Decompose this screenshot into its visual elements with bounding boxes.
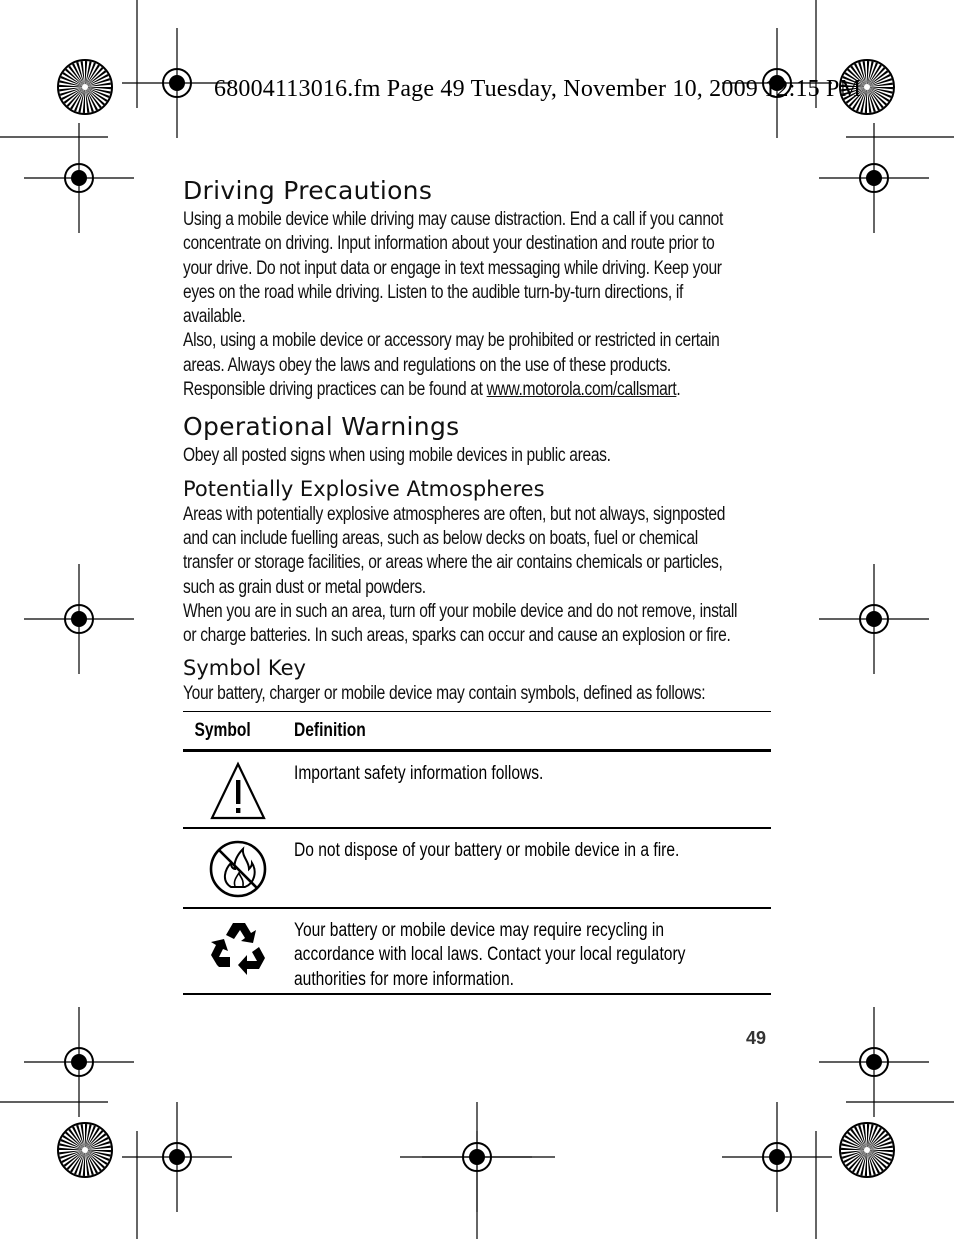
- text-line: and can include fuelling areas, such as below decks on boats, fuel or chemical: [183, 527, 698, 549]
- symbol-cell: [183, 908, 294, 994]
- explosive-paragraph: [183, 503, 773, 649]
- symbol-cell: [183, 828, 294, 908]
- table-row: [183, 828, 771, 908]
- text-line: Obey all posted signs when using mobile devices in public areas.: [183, 445, 611, 467]
- operational-paragraph: [183, 444, 773, 468]
- table-row: [183, 751, 771, 828]
- symbol-key-table: [183, 711, 771, 995]
- text-line: concentrate on driving. Input information about your destination and route prior to: [183, 233, 715, 255]
- table-row: [183, 908, 771, 994]
- text-line: or charge batteries. In such areas, sparks can occur and cause an explosion or fire.: [183, 625, 731, 647]
- text-line: Areas with potentially explosive atmospheres are often, but not always, signposted: [183, 503, 726, 525]
- page-content: [183, 174, 773, 707]
- text-line: authorities for more information.: [293, 968, 514, 990]
- text-line: When you are in such an area, turn off your mobile device and do not remove, install: [183, 600, 738, 622]
- text-line: areas. Always obey the laws and regulations on the use of these products.: [183, 354, 671, 376]
- text-line: such as grain dust or metal powders.: [183, 576, 426, 598]
- text-line: Your battery, charger or mobile device may contain symbols, defined as follows:: [183, 683, 706, 705]
- text-line: available.: [183, 306, 246, 328]
- text-line: Also, using a mobile device or accessory may be prohibited or restricted in certain: [183, 330, 720, 352]
- text-punctuation: .: [676, 379, 681, 401]
- starburst-target-icon: [58, 1123, 112, 1177]
- text-line: Using a mobile device while driving may cause distraction. End a call if you cannot: [183, 209, 724, 230]
- column-header-symbol: [183, 712, 294, 751]
- header-label: Definition: [293, 719, 366, 741]
- definition-cell: [294, 828, 771, 908]
- recycle-icon: [209, 919, 269, 977]
- symbol-cell: [183, 751, 294, 828]
- warning-triangle-icon: [209, 760, 267, 822]
- table-header-row: [183, 712, 771, 751]
- driving-paragraph-1: [183, 208, 773, 402]
- text-line: transfer or storage facilities, or areas where the air contains chemicals or particles,: [183, 552, 723, 574]
- text-line: accordance with local laws. Contact your local regulatory: [293, 944, 686, 965]
- symbol-key-intro: [183, 682, 773, 706]
- section-title-operational: Operational Warnings: [183, 412, 460, 442]
- section-title-driving: Driving Precautions: [183, 176, 433, 205]
- motorola-callsmart-link[interactable]: www.motorola.com/callsmart: [486, 379, 677, 401]
- no-fire-icon: [209, 839, 269, 899]
- definition-cell: [294, 751, 771, 828]
- text-line: Responsible driving practices can be found at: [183, 379, 487, 401]
- text-line: your drive. Do not input data or engage in text messaging while driving. Keep your: [183, 257, 722, 279]
- page-number: 49: [746, 1028, 767, 1048]
- subsection-title-symbol-key: Symbol Key: [183, 656, 306, 681]
- column-header-definition: [294, 712, 771, 751]
- text-line: Your battery or mobile device may require recycling in: [293, 919, 664, 941]
- text-line: Do not dispose of your battery or mobile device in a fire.: [293, 839, 680, 861]
- file-header-slug: 68004113016.fm Page 49 Tuesday, November 10, 2009 12:15 PM: [214, 76, 862, 102]
- text-line: eyes on the road while driving. Listen to the audible turn-by-turn directions, if: [183, 281, 683, 303]
- definition-cell: [294, 908, 771, 994]
- starburst-target-icon: [840, 1123, 894, 1177]
- subsection-title-explosive: Potentially Explosive Atmospheres: [183, 476, 545, 501]
- header-label: Symbol: [194, 719, 251, 741]
- starburst-target-icon: [58, 60, 112, 114]
- text-line: Important safety information follows.: [293, 763, 544, 784]
